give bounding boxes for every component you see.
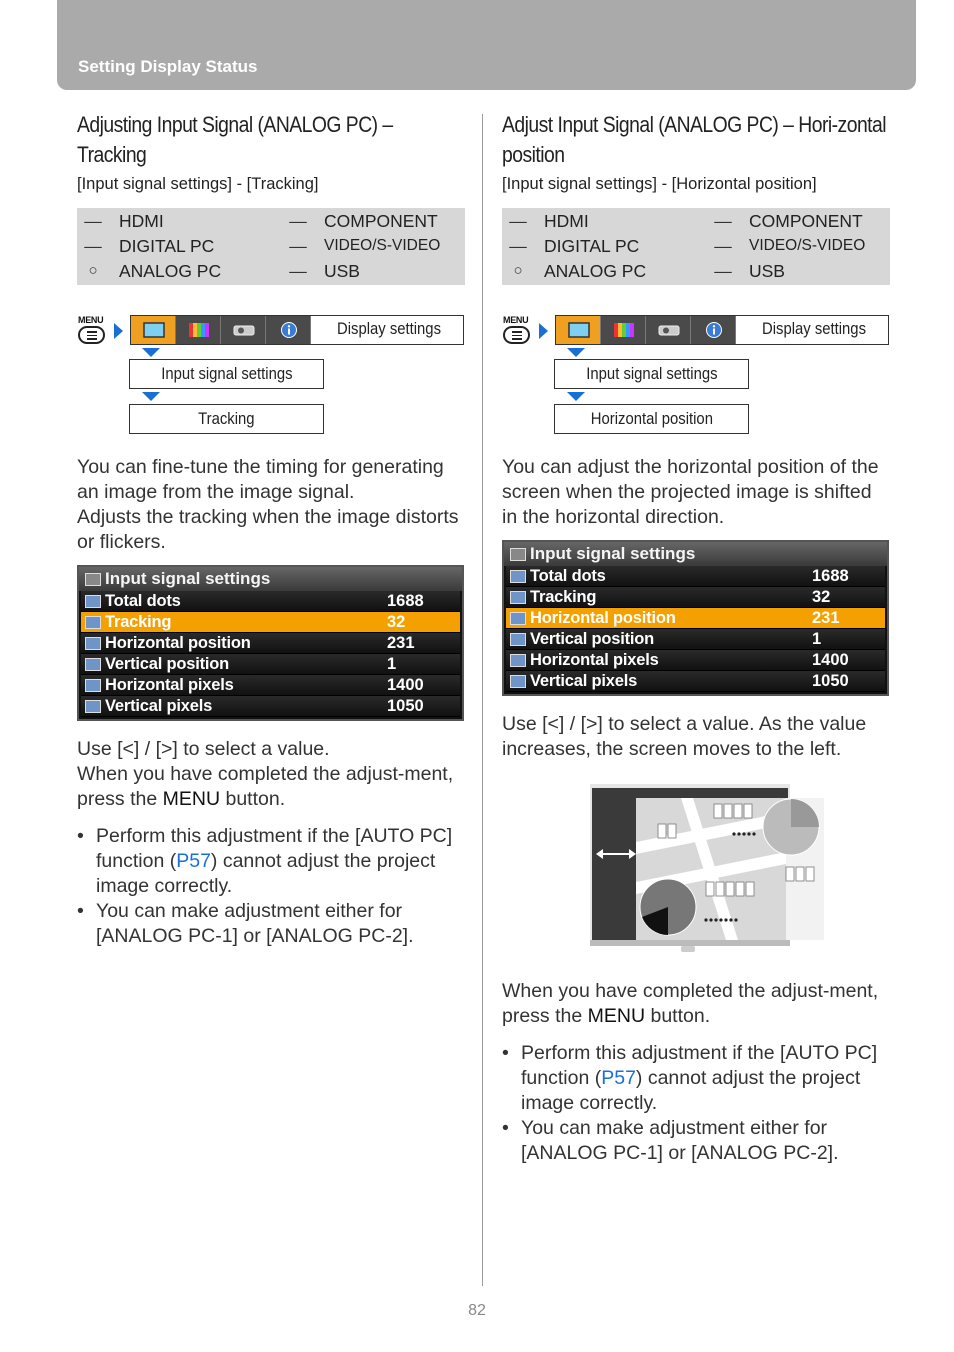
horizontal-pixels-icon: [85, 679, 101, 692]
osd-row-value: 1050: [387, 697, 424, 715]
page-link[interactable]: P57: [601, 1067, 636, 1089]
signal-label: VIDEO/S-VIDEO: [749, 237, 866, 254]
menu-tab-bar: [555, 315, 889, 345]
nav-step-input-signal: [554, 359, 749, 389]
page-number: 82: [468, 1302, 486, 1319]
text-span: ) cannot adjust the project image correctly.: [96, 850, 436, 897]
osd-row-name: Horizontal pixels: [105, 676, 234, 694]
left-column: [77, 110, 465, 949]
osd-screenshot: [502, 540, 889, 696]
instruction-paragraph: Use [<] / [>] to select a value.: [77, 738, 330, 760]
tab-projector-icon: [646, 316, 691, 344]
list-item: • You can make adjustment either for [ANALOG PC-1] or [ANALOG PC-2].: [77, 899, 465, 949]
notes-list: [502, 1041, 890, 1166]
instruction-paragraph: [502, 979, 890, 1029]
osd-row-selected: [506, 608, 885, 629]
projected-screen-illustration: [586, 782, 831, 957]
nav-step-label: Tracking: [198, 410, 255, 428]
list-item: [502, 1041, 890, 1116]
menu-path: [Input signal settings] - [Horizontal position]: [502, 175, 817, 193]
menu-path: [Input signal settings] - [Tracking]: [77, 175, 319, 193]
menu-navigation: [502, 285, 890, 435]
osd-row-value: 1688: [387, 592, 424, 610]
nav-step-input-signal: [129, 359, 324, 389]
tab-projector-icon: [221, 316, 266, 344]
nav-step-label: Input signal settings: [160, 365, 293, 383]
osd-row: [506, 566, 885, 587]
osd-row: [506, 671, 885, 692]
signal-label: HDMI: [544, 211, 589, 231]
menu-tab-bar: [130, 315, 464, 345]
menu-button-icon: [77, 315, 107, 347]
signal-mark: —: [84, 236, 102, 256]
signal-mark: —: [509, 211, 527, 231]
display-settings-label: Display settings: [336, 320, 442, 338]
intro-paragraph: You can fine-tune the timing for generating an image from the image signal.: [77, 456, 444, 503]
signal-label: ANALOG PC: [119, 261, 222, 281]
osd-row-name: Tracking: [530, 588, 597, 606]
osd-row: [81, 633, 460, 654]
arrow-right-icon: [114, 323, 123, 339]
nav-step-label: Horizontal position: [590, 410, 713, 428]
osd-row-value: 1400: [812, 651, 849, 669]
tracking-icon: [510, 591, 526, 604]
page-link[interactable]: P57: [176, 850, 211, 872]
osd-screenshot: [77, 565, 464, 721]
signal-support-box: [77, 208, 465, 285]
osd-row-name: Vertical pixels: [530, 672, 638, 690]
osd-row-name: Tracking: [105, 613, 172, 631]
intro-paragraph: Adjusts the tracking when the image distorts or flickers.: [77, 506, 459, 553]
notes-list: [77, 824, 465, 949]
text-span: When you have completed the adjust-ment, press the: [77, 763, 454, 810]
osd-title: [79, 567, 462, 591]
osd-row-value: 1: [812, 630, 822, 648]
text-span: button.: [220, 788, 286, 810]
osd-row-name: Total dots: [530, 567, 606, 585]
intro-paragraph: You can adjust the horizontal position of the screen when the projected image is shifted in the horizontal direction.: [502, 456, 879, 528]
tab-info-icon: [691, 316, 736, 344]
osd-row: [81, 654, 460, 675]
menu-key-label: MENU: [162, 788, 221, 810]
tab-color-icon: [176, 316, 221, 344]
nav-step-label: Input signal settings: [585, 365, 718, 383]
menu-button-icon: [502, 315, 532, 347]
total-dots-icon: [85, 595, 101, 608]
signal-label: VIDEO/S-VIDEO: [324, 237, 441, 254]
arrow-down-icon: [567, 348, 585, 357]
instruction-paragraph: Use [<] / [>] to select a value. As the value increases, the screen moves to the left.: [502, 713, 867, 760]
section-title-horizontal-position: Adjust Input Signal (ANALOG PC) – Hori-zontal position: [502, 112, 887, 167]
menu-key-label: MENU: [587, 1005, 646, 1027]
signal-label: DIGITAL PC: [119, 236, 215, 256]
osd-title-text: Input signal settings: [530, 544, 696, 563]
osd-row: [506, 650, 885, 671]
horizontal-pixels-icon: [510, 654, 526, 667]
signal-mark: —: [289, 261, 307, 281]
nav-step-horizontal-position: [554, 404, 749, 434]
signal-label: COMPONENT: [749, 211, 863, 231]
signal-mark: —: [714, 261, 732, 281]
osd-row-name: Vertical pixels: [105, 697, 213, 715]
horizontal-position-icon: [85, 637, 101, 650]
signal-mark: —: [289, 236, 307, 256]
instruction-paragraph: [77, 762, 465, 812]
header-bar: [57, 0, 916, 90]
section-title-tracking: Adjusting Input Signal (ANALOG PC) – Tracking: [77, 112, 393, 167]
nav-step-tracking: [129, 404, 324, 434]
signal-label: ANALOG PC: [544, 261, 647, 281]
right-column: [502, 110, 890, 1166]
osd-row-name: Horizontal pixels: [530, 651, 659, 669]
osd-row-value: 1688: [812, 567, 849, 585]
osd-row-name: Vertical position: [105, 655, 230, 673]
text-span: When you have completed the adjust-ment, press the: [502, 980, 879, 1027]
tab-info-icon: [266, 316, 311, 344]
arrow-down-icon: [142, 392, 160, 401]
osd-row-value: 32: [387, 613, 406, 631]
osd-title-text: Input signal settings: [105, 569, 271, 588]
text-span: button.: [645, 1005, 711, 1027]
arrow-down-icon: [142, 348, 160, 357]
circle-mark-icon: ○: [513, 262, 523, 279]
list-item: • You can make adjustment either for [ANALOG PC-1] or [ANALOG PC-2].: [502, 1116, 890, 1166]
display-settings-label: Display settings: [761, 320, 867, 338]
text-span: Perform this adjustment if the [AUTO PC] function (: [96, 825, 453, 872]
horizontal-position-icon: [510, 612, 526, 625]
text-span: ) cannot adjust the project image correctly.: [521, 1067, 861, 1114]
osd-row: [506, 629, 885, 650]
osd-row: [506, 587, 885, 608]
signal-mark: —: [84, 211, 102, 231]
signal-label: USB: [324, 261, 360, 281]
osd-row-value: 231: [387, 634, 415, 652]
signal-mark: —: [289, 211, 307, 231]
osd-row: [81, 591, 460, 612]
signal-label: USB: [749, 261, 785, 281]
osd-row: [81, 696, 460, 717]
signal-support-box: [502, 208, 890, 285]
vertical-pixels-icon: [510, 675, 526, 688]
menu-icon-label: MENU: [503, 315, 529, 325]
tab-display-icon: [131, 316, 176, 344]
signal-label: DIGITAL PC: [544, 236, 640, 256]
tab-color-icon: [601, 316, 646, 344]
vertical-pixels-icon: [85, 700, 101, 713]
vertical-position-icon: [85, 658, 101, 671]
osd-row-name: Horizontal position: [530, 609, 676, 627]
arrow-down-icon: [567, 392, 585, 401]
osd-row-value: 231: [812, 609, 840, 627]
osd-row-value: 1: [387, 655, 397, 673]
tracking-icon: [85, 616, 101, 629]
total-dots-icon: [510, 570, 526, 583]
menu-navigation: [77, 285, 465, 435]
osd-row: [81, 675, 460, 696]
list-item: [77, 824, 465, 899]
text-span: Perform this adjustment if the [AUTO PC] function (: [521, 1042, 878, 1089]
osd-title: [504, 542, 887, 566]
signal-mark: —: [509, 236, 527, 256]
tab-display-icon: [556, 316, 601, 344]
osd-row-selected: [81, 612, 460, 633]
arrow-right-icon: [539, 323, 548, 339]
osd-row-value: 1400: [387, 676, 424, 694]
osd-row-value: 1050: [812, 672, 849, 690]
osd-row-name: Horizontal position: [105, 634, 251, 652]
header-title: Setting Display Status: [78, 57, 258, 76]
signal-label: COMPONENT: [324, 211, 438, 231]
vertical-position-icon: [510, 633, 526, 646]
osd-row-name: Total dots: [105, 592, 181, 610]
signal-mark: —: [714, 236, 732, 256]
circle-mark-icon: ○: [88, 262, 98, 279]
column-divider: [482, 114, 483, 1286]
signal-label: HDMI: [119, 211, 164, 231]
signal-mark: —: [714, 211, 732, 231]
osd-row-value: 32: [812, 588, 831, 606]
osd-row-name: Vertical position: [530, 630, 655, 648]
menu-icon-label: MENU: [78, 315, 104, 325]
